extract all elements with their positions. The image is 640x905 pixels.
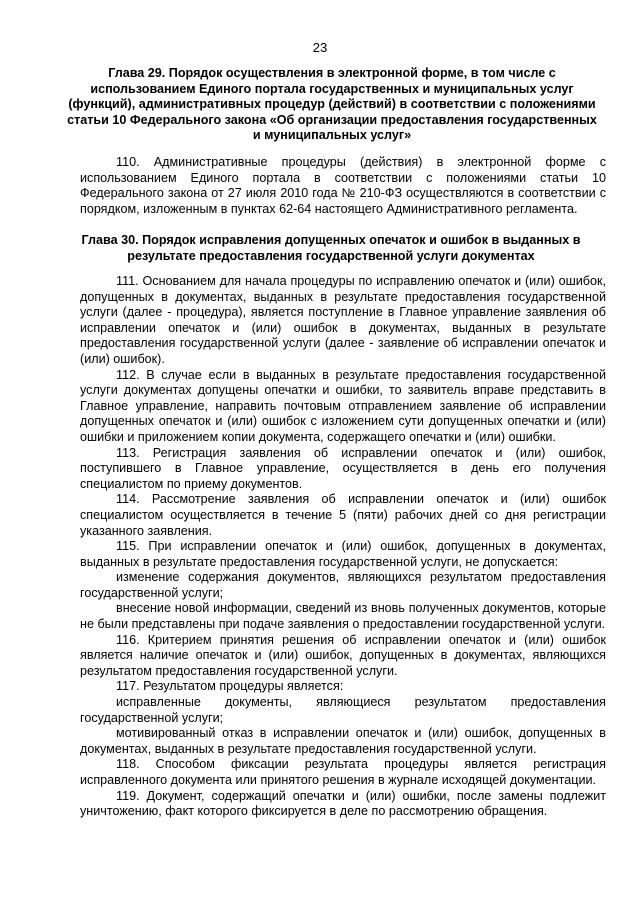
paragraph-113: 113. Регистрация заявления об исправлении опечаток и (или) ошибок, поступившего в Главное управление, осуществляется в день его получения специалистом по приему документов. [80,445,606,491]
paragraph-118: 118. Способом фиксации результата процедуры является регистрация исправленного документа или принятого решения в журнале исходящей документации. [80,757,606,787]
chapter-30-heading: Глава 30. Порядок исправления допущенных опечаток и ошибок в выданных в результате предоставления государственной услуги документах [81,233,581,263]
paragraph-116: 116. Критерием принятия решения об исправлении опечаток и (или) ошибок является наличие опечаток и (или) ошибок, допущенных в документах, являющихся результатом предоставления государственной услуги. [80,632,606,678]
paragraph-119: 119. Документ, содержащий опечатки и (или) ошибки, после замены подлежит уничтожению, факт которого фиксируется в деле по рассмотрению обращения. [80,788,606,819]
paragraph-111: 111. Основанием для начала процедуры по исправлению опечаток и (или) ошибок, допущенных в документах, выданных в результате предоставления государственной услуги (далее - процедура), является поступление в Главное управление заявления об исправлении опечаток и (или) ошибок в документах, выданных в результате предоставления государственной услуги (далее - заявление об исправлении опечаток и (или) ошибок). [80,274,606,366]
paragraph-115-item-b: внесение новой информации, сведений из вновь полученных документов, которые не были представлены при подаче заявления о предоставлении государственной услуги. [80,601,606,632]
chapter-30-body [80,274,606,820]
paragraph-112: 112. В случае если в выданных в результате предоставления государственной услуги документах допущены опечатки и ошибки, то заявитель вправе представить в Главное управление, направить почтовым отправлением заявление об исправлении допущенных опечаток и (или) ошибок с изложением сути допущенных опечатки и (или) ошибки и приложением копии документа, содержащего опечатки и (или) ошибки. [80,367,606,444]
chapter-29-heading: Глава 29. Порядок осуществления в электронной форме, в том числе с использованием Единого портала государственных и муниципальных услуг (функций), административных процедур (действий) в соответствии с положениями статьи 10 Федерального закона «Об организации предоставления государственных и муниципальных услуг» [67,66,597,143]
chapter-29-body [80,155,606,217]
paragraph-117: 117. Результатом процедуры является: [116,679,344,694]
paragraph-115: 115. При исправлении опечаток и (или) ошибок, допущенных в документах, выданных в результате предоставления государственной услуги, не допускается: [80,539,606,569]
paragraph-117-item-a: исправленные документы, являющиеся результатом предоставления государственной услуги; [80,695,606,725]
paragraph-110: 110. Административные процедуры (действия) в электронной форме с использованием Единого портала в соответствии с положениями статьи 10 Федерального закона от 27 июля 2010 года № 210-ФЗ осуществляются в соответствии с порядком, изложенным в пунктах 62-64 настоящего Административного регламента. [80,155,606,216]
page-number: 23 [312,40,328,55]
paragraph-114: 114. Рассмотрение заявления об исправлении опечаток и (или) ошибок специалистом осуществляется в течение 5 (пяти) рабочих дней со дня регистрации указанного заявления. [80,492,606,538]
paragraph-117-item-b: мотивированный отказ в исправлении опечаток и (или) ошибок, допущенных в документах, выданных в результате предоставления государственной услуги. [80,726,606,756]
paragraph-115-item-a: изменение содержания документов, являющихся результатом предоставления государственной услуги; [80,570,606,600]
